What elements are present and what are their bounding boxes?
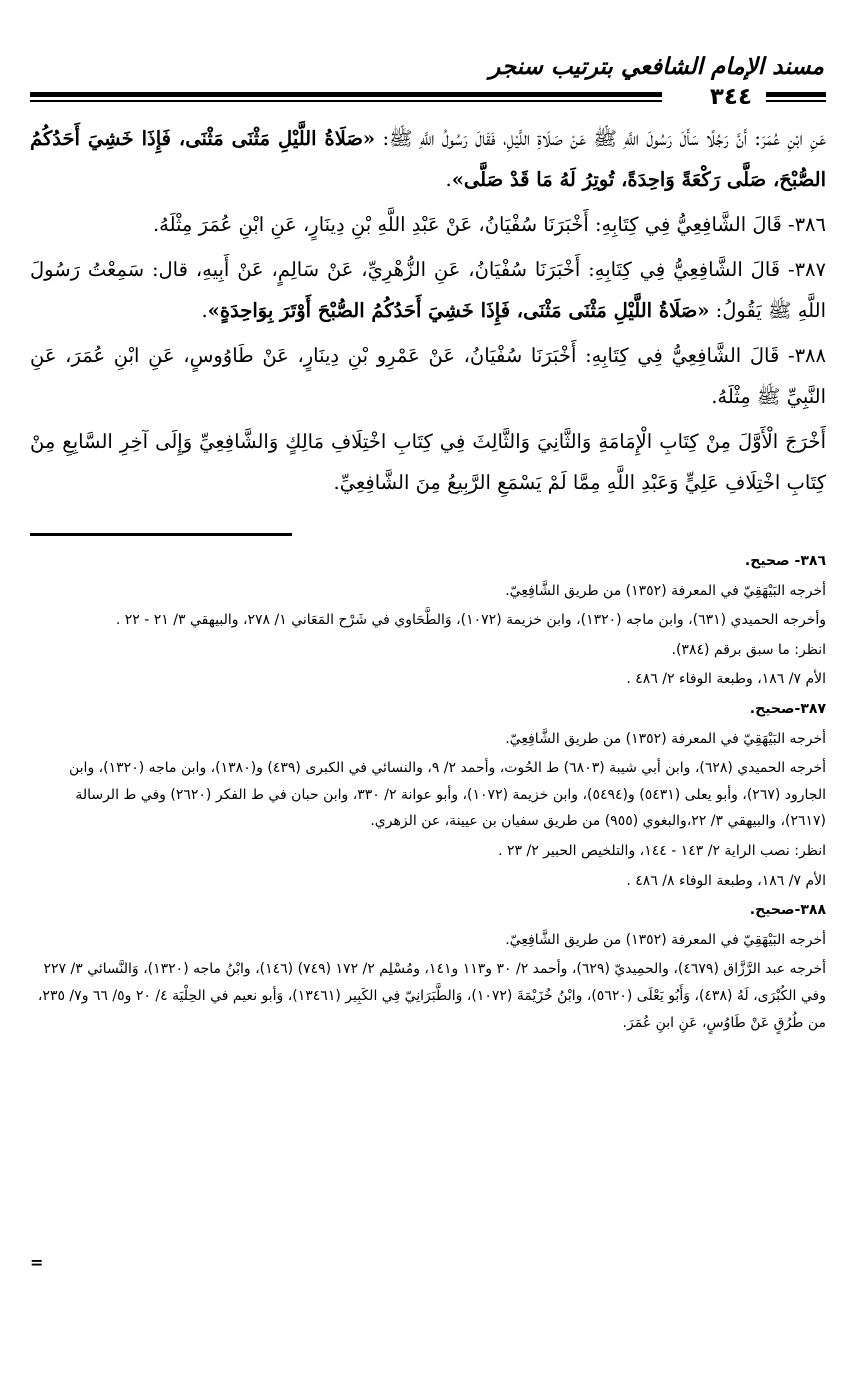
narration-text: عَنِ ابْنِ عُمَرَ: أَنَّ رَجُلًا سَأَلَ رَسُولَ اللَّهِ ﷺ عَنْ صَلَاةِ اللَّيْلِ، فَقَالَ رَسُولُ اللَّهِ ﷺ: <box>375 127 826 150</box>
paragraph-hadith-387: ٣٨٧- قَالَ الشَّافِعِيُّ فِي كِتَابِهِ: أَخْبَرَنَا سُفْيَانُ، عَنِ الزُّهْرِيِّ، عَنْ سَالِمٍ، عَنْ أَبِيهِ، قال: سَمِعْتُ رَسُولَ اللَّهِ ﷺ يَقُولُ: «صَلَاةُ اللَّيْلِ مَثْنَى مَثْنَى، فَإِذَا خَشِيَ أَحَدُكُمُ الصُّبْحَ أَوْتَرَ بِوَاحِدَةٍ». <box>30 258 826 322</box>
header-double-rule <box>30 92 662 102</box>
hadith-quote: «صَلَاةُ اللَّيْلِ مَثْنَى مَثْنَى، فَإِذَا خَشِيَ أَحَدُكُمُ الصُّبْحَ أَوْتَرَ بِوَاحِدَةٍ» <box>207 299 710 322</box>
footnote-heading-386: ٣٨٦- صحيح. <box>744 553 826 569</box>
footnote-heading-387: ٣٨٧-صحيح. <box>749 700 826 717</box>
footnote-line: أخرجه عبد الرَّزَّاق (٤٦٧٩)، والحمِيديّ (٦٢٩)، وأحمد ٢/ ٣٠ و١١٣ و١٤١، ومُسْلِم ٢/ ١٧٢ (٧٤٩) (١٤٦)، وابْنُ ماجه (١٣٢٠)، وَالنَّسائي ٣/ ٢٢٧ وفي الكُبْرَى، لَهُ (٤٣٨)، وَأَبُو يَعْلَى (٥٦٢٠)، وابْنُ خُزَيْمَةَ (١٠٧٢)، وَالطَّبَرَانِيّ فِي الكَبِير (١٣٤٦١)، وَأبو نعيم في الحِلْيَة ٤/ ٢٠ و٥/ ٦٦ و٧/ ٢٣٥، من طُرُقٍ عَنْ طَاوُسٍ، عَنِ ابنِ عُمَرَ. <box>37 961 826 1031</box>
footnote-line: أخرجه الحميدي (٦٢٨)، وابن أبي شيبة (٦٨٠٣) ط الحُوت، وأحمد ٢/ ٩، والنسائي في الكبرى (٤٣٩) و(١٣٨٠)، وابن ماجه (١٣٢٠)، وابن الجارود (٢٦٧)، وأبو يعلى (٥٤٣١) و(٥٤٩٤)، وابن خزيمة (١٠٧٢)، وأبو عوانة ٢/ ٣٣٠، وابن حبان في ط الفكر (٢٦٢٠) وفي ط الرسالة (٢٦١٧)، والبيهقي ٣/ ٢٢،والبغوي (٩٥٥) من طريق سفيان بن عيينة، عن الزهري. <box>69 760 826 830</box>
narration-text: ٣٨٧- قَالَ الشَّافِعِيُّ فِي كِتَابِهِ: أَخْبَرَنَا سُفْيَانُ، عَنِ الزُّهْرِيِّ، عَنْ سَالِمٍ، عَنْ أَبِيهِ، قال: سَمِعْتُ رَسُولَ اللَّهِ ﷺ يَقُولُ: <box>30 258 826 322</box>
paragraph-hadith-386: ٣٨٦- قَالَ الشَّافِعِيُّ فِي كِتَابِهِ: أَخْبَرَنَا سُفْيَانُ، عَنْ عَبْدِ اللَّهِ بْنِ دِينَارٍ، عَنِ ابْنِ عُمَرَ مِثْلَهُ. <box>152 213 826 236</box>
footnote-line: الأم ٧/ ١٨٦، وطبعة الوفاء ٨/ ٤٨٦ . <box>626 872 826 889</box>
header-rule <box>30 84 826 114</box>
footnote-line: أخرجه البَيْهَقِيّ في المعرفة (١٣٥٢) من طريق الشَّافِعِيّ. <box>505 931 826 948</box>
footnote-line: انظر: ما سبق برقم (٣٨٤). <box>671 641 826 658</box>
footnote-line: الأم ٧/ ١٨٦، وطبعة الوفاء ٢/ ٤٨٦ . <box>626 671 826 688</box>
main-text <box>30 118 826 503</box>
page-number-rule <box>766 92 826 102</box>
footnotes <box>30 548 826 1036</box>
footnote-line: وأخرجه الحميدي (٦٣١)، وابن ماجه (١٣٢٠)، وابن خزيمة (١٠٧٢)، وَالطَّحَاوي في شَرْح المَعَاني ١/ ٢٧٨، والبيهقي ٣/ ٢١ - ٢٢ . <box>115 612 826 629</box>
hadith-quote: «صَلَاةُ اللَّيْلِ مَثْنَى مَثْنَى، فَإِذَا خَشِيَ أَحَدُكُمُ الصُّبْحَ، صَلَّى رَكْعَةً وَاحِدَةً، تُوتِرُ لَهُ مَا قَدْ صَلَّى» <box>30 127 826 191</box>
book-page <box>30 52 826 1384</box>
paragraph-hadith-385: عَنِ ابْنِ عُمَرَ: أَنَّ رَجُلًا سَأَلَ رَسُولَ اللَّهِ ﷺ عَنْ صَلَاةِ اللَّيْلِ، فَقَالَ رَسُولُ اللَّهِ ﷺ: «صَلَاةُ اللَّيْلِ مَثْنَى مَثْنَى، فَإِذَا خَشِيَ أَحَدُكُمُ الصُّبْحَ، صَلَّى رَكْعَةً وَاحِدَةً، تُوتِرُ لَهُ مَا قَدْ صَلَّى». <box>30 127 826 191</box>
closing-paragraph: أَخْرَجَ الْأَوَّلَ مِنْ كِتَابِ الْإِمَامَةِ وَالثَّانِيَ وَالثَّالِثَ فِي كِتَابِ اخْتِلَافِ مَالِكٍ وَالشَّافِعِيِّ وَإِلَى آخِرِ السَّابِعِ مِنْ كِتَابِ اخْتِلَافِ عَلِيٍّ وَعَبْدِ اللَّهِ مِمَّا لَمْ يَسْمَعِ الرَّبِيعُ مِنَ الشَّافِعِيِّ. <box>30 430 826 494</box>
footnote-line: أخرجه البَيْهَقِيّ في المعرفة (١٣٥٢) من طريق الشَّافِعِيّ. <box>505 730 826 747</box>
paragraph-hadith-388: ٣٨٨- قَالَ الشَّافِعِيُّ فِي كِتَابِهِ: أَخْبَرَنَا سُفْيَانُ، عَنْ عَمْرِو بْنِ دِينَارٍ، عَنْ طَاوُوسٍ، عَنِ ابْنِ عُمَرَ، عَنِ النَّبِيِّ ﷺ مِثْلَهُ. <box>30 344 826 408</box>
footnote-line: انظر: نصب الراية ٢/ ١٤٣ - ١٤٤، والتلخيص الحبير ٢/ ٢٣ . <box>498 842 826 859</box>
page-number: ٣٤٤ <box>709 84 752 110</box>
footnote-separator <box>30 533 292 536</box>
continuation-mark: = <box>30 1253 44 1272</box>
footnote-heading-388: ٣٨٨-صحيح. <box>749 902 826 919</box>
footnote-line: أخرجه البَيْهَقِيّ في المعرفة (١٣٥٢) من طريق الشَّافِعِيّ. <box>505 582 826 599</box>
running-title: مسند الإمام الشافعي بترتيب سنجر <box>489 53 824 80</box>
